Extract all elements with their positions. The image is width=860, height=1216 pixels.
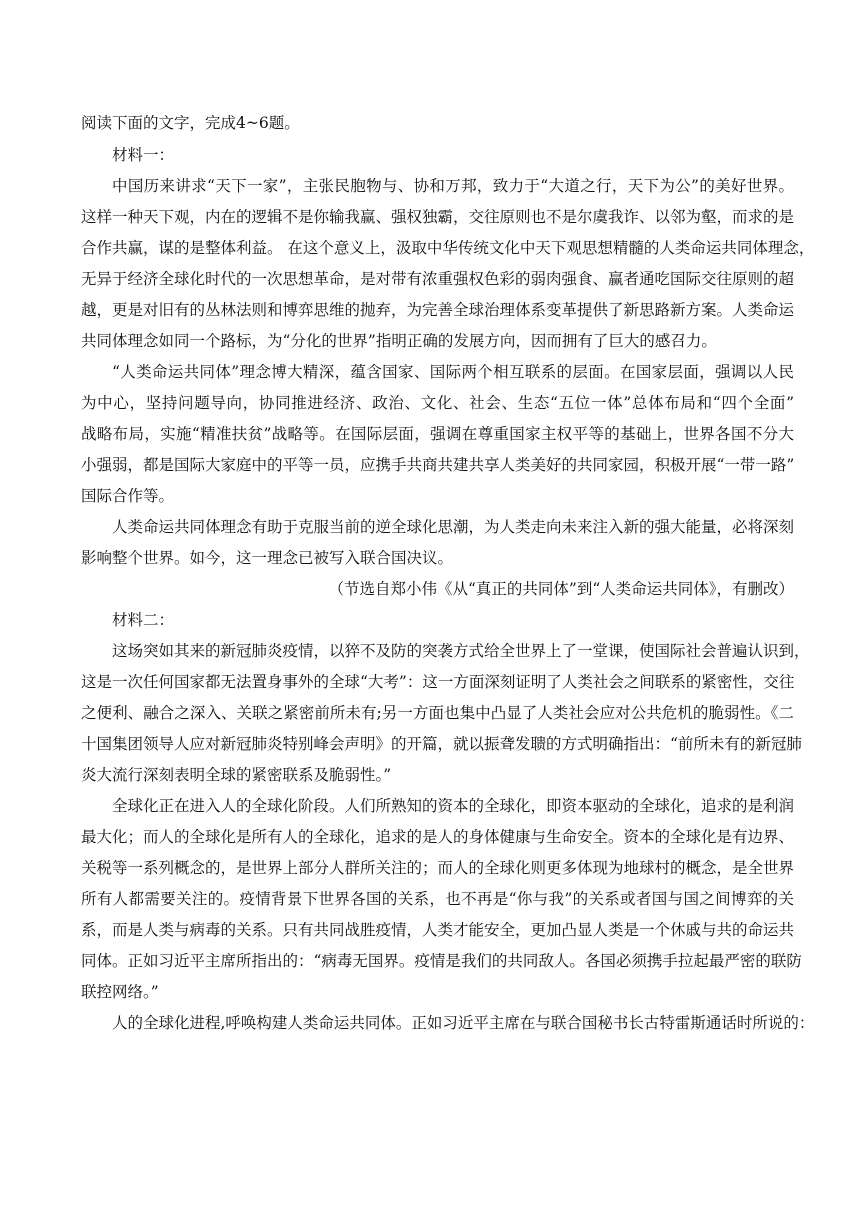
material-one-source: （节选自郑小伟《从“真正的共同体”到“人类命运共同体》，有删改） xyxy=(328,580,794,598)
text-line: 影响整个世界。如今，这一理念已被写入联合国决议。 xyxy=(81,549,454,567)
material-one-paragraph-3 xyxy=(81,512,794,574)
text-line: 合作共赢，谋的是整体利益。 在这个意义上，汲取中华传统文化中天下观思想精髓的人类命运共同体理念， xyxy=(81,239,815,257)
text-line: 这样一种天下观，内在的逻辑不是你输我赢、强权独霸，交往原则也不是尔虞我诈、以邻为壑，而求的是 xyxy=(81,208,795,226)
text-line: 为中心，坚持问题导向，协同推进经济、政治、文化、社会、生态“五位一体”总体布局和“四个全面” xyxy=(81,394,794,412)
text-line: 人的全球化进程,呼唤构建人类命运共同体。正如习近平主席在与联合国秘书长古特雷斯通话时所说的： xyxy=(112,1014,815,1032)
material-one-paragraph-1 xyxy=(81,171,815,357)
text-line: 越，更是对旧有的丛林法则和博弈思维的抛弃，为完善全球治理体系变革提供了新思路新方案。人类命运 xyxy=(81,301,795,319)
material-two-paragraph-3 xyxy=(81,1008,815,1039)
text-line: 同体。正如习近平主席所指出的：“病毒无国界。疫情是我们的共同敌人。各国必须携手拉起最严密的联防 xyxy=(81,952,802,970)
text-line: 人类命运共同体理念有助于克服当前的逆全球化思潮，为人类走向未来注入新的强大能量，必将深刻 xyxy=(112,518,795,536)
material-two-paragraph-1 xyxy=(81,636,810,791)
text-line: 小强弱，都是国际大家庭中的平等一员，应携手共商共建共享人类美好的共同家园，积极开展“一带一路” xyxy=(81,456,795,474)
material-one-heading: 材料一： xyxy=(112,146,175,164)
text-line: 所有人都需要关注的。疫情背景下世界各国的关系，也不再是“你与我”的关系或者国与国之间博弈的关 xyxy=(81,890,794,908)
text-line: 中国历来讲求“天下一家”，主张民胞物与、协和万邦，致力于“大道之行，天下为公”的美好世界。 xyxy=(112,177,794,195)
text-line: 共同体理念如同一个路标，为“分化的世界”指明正确的发展方向，因而拥有了巨大的感召力。 xyxy=(81,332,717,350)
reading-passage xyxy=(81,107,815,1039)
text-line: 之便利、融合之深入、关联之紧密前所未有;另一方面也集中凸显了人类社会应对公共危机的脆弱性。《二 xyxy=(81,704,794,722)
text-line: 国际合作等。 xyxy=(81,487,175,505)
text-line: 无异于经济全球化时代的一次思想革命，是对带有浓重强权色彩的弱肉强食、赢者通吃国际交往原则的超 xyxy=(81,270,795,288)
text-line: 战略布局，实施“精准扶贫”战略等。在国际层面，强调在尊重国家主权平等的基础上，世界各国不分大 xyxy=(81,425,794,443)
text-line: 十国集团领导人应对新冠肺炎特别峰会声明》的开篇，就以振聋发聩的方式明确指出：“前所未有的新冠肺 xyxy=(81,735,802,753)
text-line: 系，而是人类与病毒的关系。只有共同战胜疫情，人类才能安全，更加凸显人类是一个休戚与共的命运共 xyxy=(81,921,795,939)
text-line: 最大化；而人的全球化是所有人的全球化，追求的是人的身体健康与生命安全。资本的全球化是有边界、 xyxy=(81,828,795,846)
material-two-paragraph-2 xyxy=(81,791,802,1008)
text-line: 这是一次任何国家都无法置身事外的全球“大考”：这一方面深刻证明了人类社会之间联系的紧密性，交往 xyxy=(81,673,795,691)
text-line: 联控网络。” xyxy=(81,983,159,1001)
material-two-heading: 材料二： xyxy=(112,611,175,629)
text-line: 关税等一系列概念的，是世界上部分人群所关注的；而人的全球化则更多体现为地球村的概念，是全世界 xyxy=(81,859,795,877)
material-one-paragraph-2 xyxy=(81,357,794,512)
text-line: “人类命运共同体”理念博大精深，蕴含国家、国际两个相互联系的层面。在国家层面，强调以人民 xyxy=(112,363,794,381)
text-line: 炎大流行深刻表明全球的紧密联系及脆弱性。” xyxy=(81,766,392,784)
text-line: 全球化正在进入人的全球化阶段。人们所熟知的资本的全球化，即资本驱动的全球化，追求的是利润 xyxy=(112,797,795,815)
instruction-line: 阅读下面的文字，完成4~6题。 xyxy=(81,114,300,132)
text-line: 这场突如其来的新冠肺炎疫情，以猝不及防的突袭方式给全世界上了一堂课，使国际社会普遍认识到， xyxy=(112,642,810,660)
